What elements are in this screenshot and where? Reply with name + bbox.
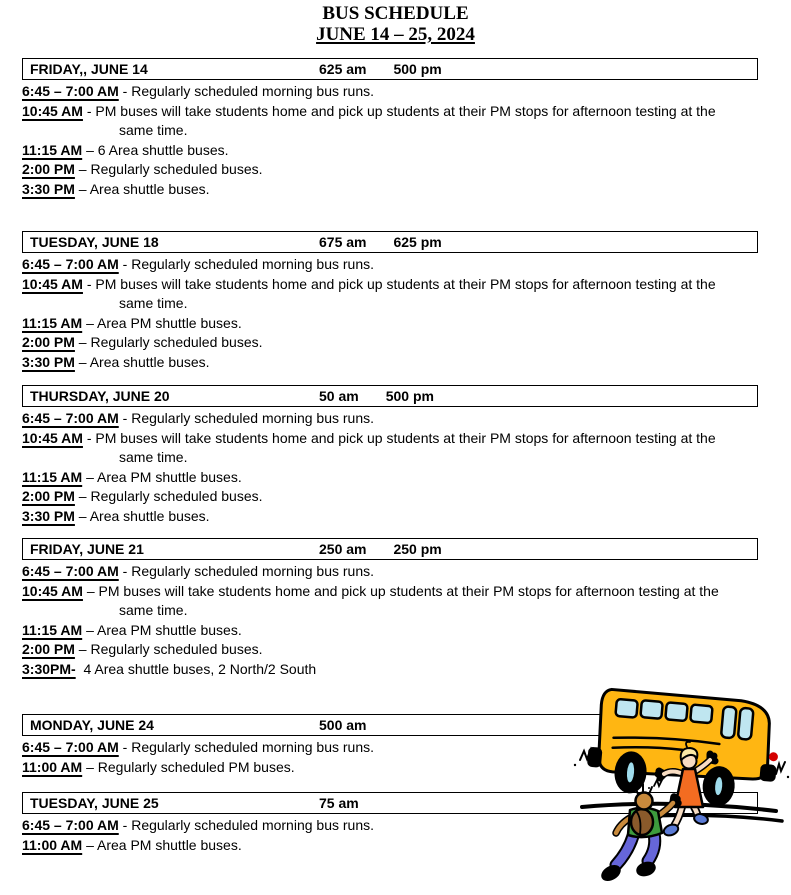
line-description: Area shuttle buses. [89, 353, 210, 370]
line-time: 6:45 – 7:00 AM [22, 83, 119, 99]
line-continuation: same time. [119, 122, 188, 139]
section-pm-count: 625 pm [393, 234, 442, 250]
page-title: BUS SCHEDULE [322, 3, 469, 24]
section-am-count: 250 am [319, 541, 367, 557]
section-day-label: FRIDAY, JUNE 21 [30, 541, 144, 557]
bus-red-light [769, 752, 779, 762]
line-description: Regularly scheduled PM buses. [97, 758, 295, 775]
line-time: 3:30 PM [22, 353, 75, 370]
section-pm-count: 250 pm [393, 541, 442, 557]
line-description: Regularly scheduled morning bus runs. [131, 256, 375, 272]
line-separator: – [74, 488, 91, 505]
line-separator: - [118, 817, 132, 833]
line-separator: – [82, 582, 99, 599]
section-am-count: 50 am [319, 388, 359, 404]
line-description: Regularly scheduled buses. [90, 334, 263, 351]
line-description: PM buses will take students home and pick up students at their PM stops for afternoon testing at the [95, 429, 716, 446]
section-header-bar [22, 58, 758, 80]
line-separator: - [82, 102, 96, 119]
line-continuation: same time. [119, 602, 188, 619]
bus-rear-bumper [587, 747, 603, 768]
line-separator: – [74, 334, 91, 351]
line-time: 11:15 AM [22, 468, 83, 485]
schedule-line [22, 582, 758, 602]
section-am-count: 625 am [319, 61, 367, 77]
bus-front-bumper [759, 764, 776, 782]
line-time: 10:45 AM [22, 275, 83, 292]
line-description: 4 Area shuttle buses, 2 North/2 South [83, 660, 317, 677]
line-separator: - [118, 256, 132, 272]
bus-children-clipart [570, 660, 791, 895]
line-time: 6:45 – 7:00 AM [22, 817, 119, 833]
line-time: 2:00 PM [22, 334, 75, 351]
section-day-label: THURSDAY, JUNE 20 [30, 388, 170, 404]
line-separator: – [82, 758, 98, 775]
line-separator: – [74, 161, 91, 178]
schedule-line [22, 141, 758, 161]
line-continuation: same time. [119, 449, 188, 466]
line-time: 2:00 PM [22, 488, 75, 505]
line-separator: - [118, 739, 132, 755]
line-description: Area PM shuttle buses. [96, 621, 242, 638]
schedule-line [22, 82, 758, 102]
schedule-line [22, 353, 758, 373]
line-separator: - [118, 563, 132, 579]
line-description: 6 Area shuttle buses. [97, 141, 229, 158]
line-description: PM buses will take students home and pick up students at their PM stops for afternoon testing at the [95, 102, 716, 119]
boy-head [636, 793, 653, 810]
line-description: Area PM shuttle buses. [96, 836, 242, 853]
line-description: Regularly scheduled buses. [90, 161, 263, 178]
boy-shoe [636, 861, 657, 878]
schedule-line [22, 333, 758, 353]
section-day-label: TUESDAY, JUNE 25 [30, 795, 159, 811]
section-body [22, 253, 758, 373]
section-header-bar [22, 538, 758, 560]
section-header-bar [22, 385, 758, 407]
line-description: Area PM shuttle buses. [96, 468, 242, 485]
schedule-line [22, 102, 758, 122]
schedule-line [22, 180, 758, 200]
title-block [0, 3, 791, 45]
schedule-section [22, 385, 758, 527]
schedule-line [22, 562, 758, 582]
section-body [22, 80, 758, 200]
section-am-count: 500 am [319, 717, 367, 733]
schedule-section [22, 231, 758, 373]
section-am-count: 675 am [319, 234, 367, 250]
line-description: Regularly scheduled morning bus runs. [131, 410, 375, 426]
section-day-label: FRIDAY,, JUNE 14 [30, 61, 148, 77]
schedule-section [22, 538, 758, 680]
boy-backpack [631, 809, 653, 835]
line-description: Regularly scheduled buses. [90, 488, 263, 505]
line-description: Regularly scheduled morning bus runs. [131, 563, 375, 579]
line-separator: – [82, 468, 97, 485]
section-pm-count: 500 pm [393, 61, 442, 77]
line-separator: – [74, 507, 90, 524]
schedule-line [22, 507, 758, 527]
line-description: Area PM shuttle buses. [96, 314, 242, 331]
schedule-line [22, 160, 758, 180]
line-separator: – [74, 641, 91, 658]
line-time: 11:00 AM [22, 758, 83, 775]
line-time: 11:15 AM [22, 621, 83, 638]
schedule-section [22, 58, 758, 200]
schedule-line [22, 429, 758, 449]
section-pm-count: 500 pm [385, 388, 434, 404]
line-time: 6:45 – 7:00 AM [22, 739, 119, 755]
section-body [22, 407, 758, 527]
line-separator: – [74, 180, 90, 197]
line-time: 3:30PM- [22, 660, 76, 677]
line-time: 6:45 – 7:00 AM [22, 256, 119, 272]
line-time: 2:00 PM [22, 641, 75, 658]
schedule-line [22, 621, 758, 641]
line-separator: - [118, 410, 132, 426]
line-time: 10:45 AM [22, 429, 83, 446]
line-separator: – [74, 353, 90, 370]
line-description: Area shuttle buses. [89, 507, 210, 524]
schedule-line [22, 255, 758, 275]
line-description: PM buses will take students home and pick up students at their PM stops for afternoon testing at the [95, 275, 716, 292]
line-time: 6:45 – 7:00 AM [22, 410, 119, 426]
line-description: Regularly scheduled buses. [90, 641, 263, 658]
section-day-label: TUESDAY, JUNE 18 [30, 234, 159, 250]
line-separator: – [82, 141, 98, 158]
girl-shoe [662, 823, 680, 838]
line-description: PM buses will take students home and pick up students at their PM stops for afternoon testing at the [98, 582, 719, 599]
line-separator: – [82, 836, 97, 853]
line-time: 6:45 – 7:00 AM [22, 563, 119, 579]
page-subtitle: JUNE 14 – 25, 2024 [316, 24, 475, 45]
schedule-line [22, 468, 758, 488]
line-time: 10:45 AM [22, 582, 83, 599]
line-time: 11:00 AM [22, 836, 83, 853]
line-description: Area shuttle buses. [89, 180, 210, 197]
line-description: Regularly scheduled morning bus runs. [131, 817, 375, 833]
line-time: 3:30 PM [22, 180, 75, 197]
line-description: Regularly scheduled morning bus runs. [131, 739, 375, 755]
schedule-line [22, 640, 758, 660]
motion-marks-right [776, 762, 789, 778]
line-time: 10:45 AM [22, 102, 83, 119]
line-description: Regularly scheduled morning bus runs. [131, 83, 375, 99]
line-separator: – [82, 314, 97, 331]
line-separator: – [82, 621, 97, 638]
section-header-bar [22, 231, 758, 253]
line-continuation: same time. [119, 295, 188, 312]
line-time: 11:15 AM [22, 141, 83, 158]
schedule-line [22, 487, 758, 507]
schedule-line [22, 275, 758, 295]
line-separator: - [118, 83, 132, 99]
line-time: 3:30 PM [22, 507, 75, 524]
section-am-count: 75 am [319, 795, 359, 811]
line-time: 11:15 AM [22, 314, 83, 331]
line-separator: - [82, 429, 96, 446]
line-time: 2:00 PM [22, 161, 75, 178]
section-day-label: MONDAY, JUNE 24 [30, 717, 154, 733]
line-separator: - [82, 275, 96, 292]
schedule-line [22, 314, 758, 334]
schedule-line [22, 409, 758, 429]
